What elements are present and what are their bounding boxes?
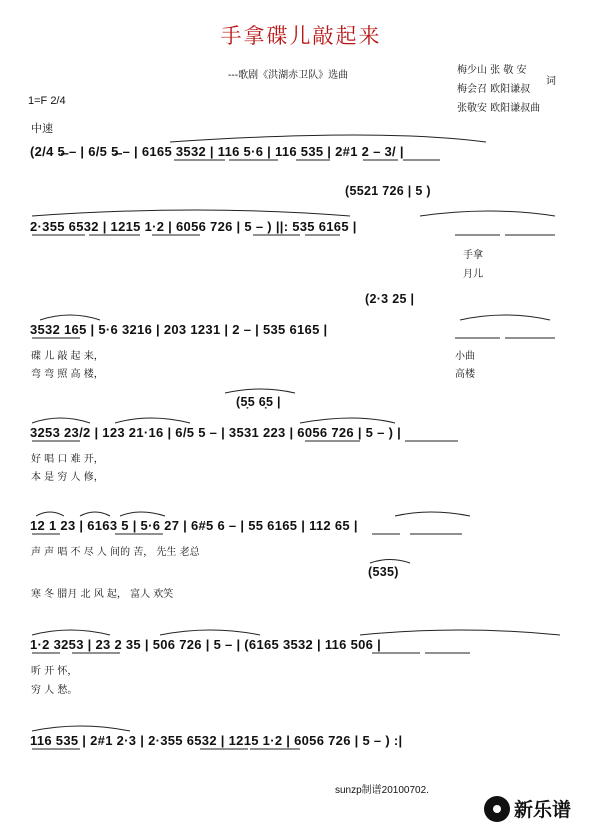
line-6: 1·2 3253 | 23 2 35 | 506 726 | 5 – | (6165 3532 | 116 506 | [30, 637, 382, 652]
lyric-3b: 弯 弯 照 高 楼， [31, 369, 104, 380]
lyric-3a-end: 小曲 [455, 351, 475, 362]
lyric-6a: 听 开 怀， [31, 666, 78, 677]
lyric-6b: 穷 人 愁。 [31, 685, 78, 696]
line-1: (2/4 5̶ – | 6/5 5̶ – | 6165 3532 | 116 5·6 | 116 535 | 2#1 2 – 3/ | [30, 144, 404, 159]
lyricists-credit: 梅少山 张 敬 安 [457, 65, 527, 76]
lyric-5a: 声 声 唱 不 尽 人 间的 苦， 先生 老总 [31, 547, 200, 558]
subtitle: ---歌剧《洪湖赤卫队》选曲 [228, 70, 349, 81]
tempo-marking: 中速 [31, 122, 53, 135]
signature: sunzp制谱20100702. [335, 785, 429, 796]
key-signature: 1=F 2/4 [28, 95, 66, 107]
line-7: 116 535 | 2#1 2·3 | 2·355 6532 | 1215 1·2 | 6056 726 | 5 – ) :| [30, 733, 403, 748]
lyric-shouna: 手拿 [463, 250, 483, 261]
lyric-3b-end: 高楼 [455, 369, 475, 380]
lyricists-credit-2: 梅会召 欧阳谦叔 [457, 84, 531, 95]
lyric-3a: 碟 儿 敲 起 来， [31, 351, 104, 362]
record-disc-icon [484, 796, 510, 822]
site-logo [484, 795, 571, 822]
line-6-above: (535) [368, 565, 399, 579]
line-3: 3532 165 | 5·6 3216 | 203 1231 | 2 – | 535 6165 | [30, 322, 328, 337]
line-4-above: (5̣5 6̣5 | [236, 395, 281, 409]
composers-credit: 张敬安 欧阳谦叔曲 [457, 103, 541, 114]
line-3-above: (2·3 25 | [365, 292, 415, 306]
lyric-role-label: 词 [546, 76, 556, 87]
page-title: 手拿碟儿敲起来 [220, 24, 382, 48]
logo-text: 新乐谱 [514, 799, 572, 821]
lyric-5b: 寒 冬 腊月 北 风 起， 富人 欢笑 [31, 589, 174, 600]
lyric-4a: 好 唱 口 难 开， [31, 454, 104, 465]
lyric-yueer: 月儿 [463, 269, 483, 280]
lyric-4b: 本 是 穷 人 修， [31, 472, 104, 483]
line-5: 12 1 23 | 6163 5 | 5·6 27 | 6#5 6 – | 55 6165 | 112 65 | [30, 518, 358, 533]
line-2-above: (5521 726 | 5 ) [345, 184, 431, 198]
line-2: 2·355 6532 | 1215 1·2 | 6056 726 | 5 – ) ||: 535 6165 | [30, 219, 357, 234]
line-4: 3253 23/2 | 123 21·16 | 6/5 5 – | 3531 223 | 6056 726 | 5 – ) | [30, 425, 402, 440]
